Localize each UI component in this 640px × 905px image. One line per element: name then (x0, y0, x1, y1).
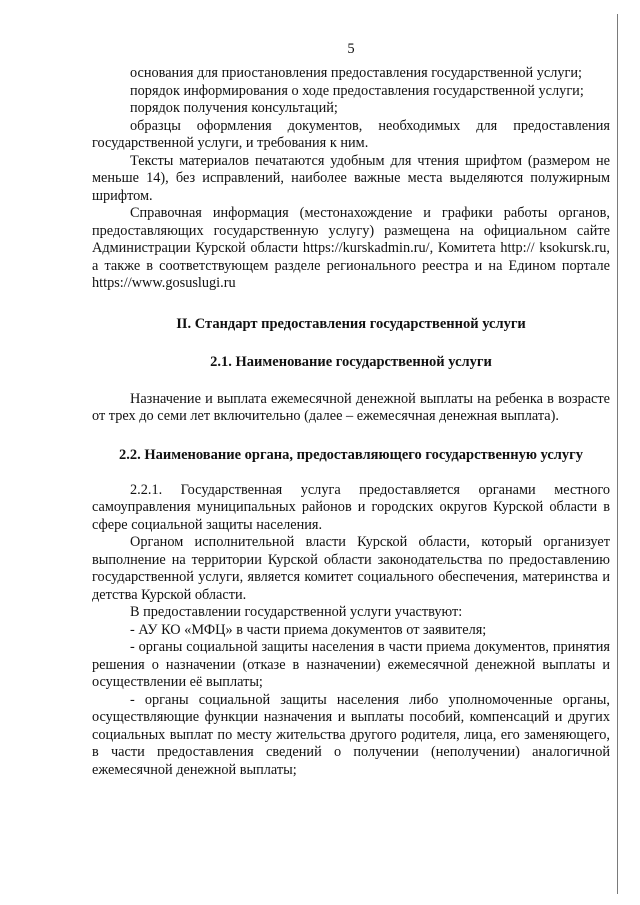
subsection-heading-2-2: 2.2. Наименование органа, предоставляющего государственную услугу (118, 446, 584, 463)
paragraph: порядок информирования о ходе предоставления государственной услуги; (130, 82, 584, 99)
paragraph: Тексты материалов печатаются удобным для чтения шрифтом (размером не меньше 14), без исправлений, наиболее важные места выделяются полужирным шрифтом. (92, 152, 610, 204)
paragraph: порядок получения консультаций; (130, 100, 338, 116)
paragraph: Назначение и выплата ежемесячной денежной выплаты на ребенка в возрасте от трех до семи лет включительно (далее – ежемесячная денежная выплата). (92, 390, 610, 424)
paragraph: Справочная информация (местонахождение и графики работы органов, предоставляющих государственную услугу) размещена на официальном сайте Администрации Курской области https://kurskadmin.ru/, Комитета http:// ksokursk.ru, а также в соответствующем разделе регионального реестра и на Едином портале https://www.gosuslugi.ru (92, 205, 610, 291)
paragraph: 2.2.1. Государственная услуга предоставляется органами местного самоуправления муниципальных районов и городских округов Курской области в сфере социальной защиты населения. (92, 481, 610, 533)
list-item: - органы социальной защиты населения в части приема документов, принятия решения о назначении (отказе в назначении) ежемесячной денежной выплаты и осуществлении её выплаты; (92, 639, 610, 690)
paragraph: основания для приостановления предоставления государственной услуги; (130, 65, 583, 81)
page-number: 5 (347, 41, 355, 57)
list-item: - органы социальной защиты населения либо уполномоченные органы, осуществляющие функции назначения и выплаты пособий, компенсаций и других социальных выплат по месту жительства другого родителя, лица, его заменяющего, в части предоставления сведений о получении (неполучении) аналогичной ежемесячной денежной выплаты; (92, 691, 610, 778)
paragraph: В предоставлении государственной услуги участвуют: (130, 604, 463, 620)
section-heading: II. Стандарт предоставления государственной услуги (176, 315, 526, 332)
scan-edge-line (617, 14, 618, 894)
paragraph: образцы оформления документов, необходимых для предоставления государственной услуги, и требования к ним. (92, 117, 610, 151)
subsection-heading-2-1: 2.1. Наименование государственной услуги (210, 353, 492, 370)
paragraph: Органом исполнительной власти Курской области, который организует выполнение на территории Курской области законодательства по предоставлению государственной услуги, является комитет социального обеспечения, материнства и детства Курской области. (92, 534, 610, 603)
list-item: - АУ КО «МФЦ» в части приема документов от заявителя; (130, 621, 487, 638)
